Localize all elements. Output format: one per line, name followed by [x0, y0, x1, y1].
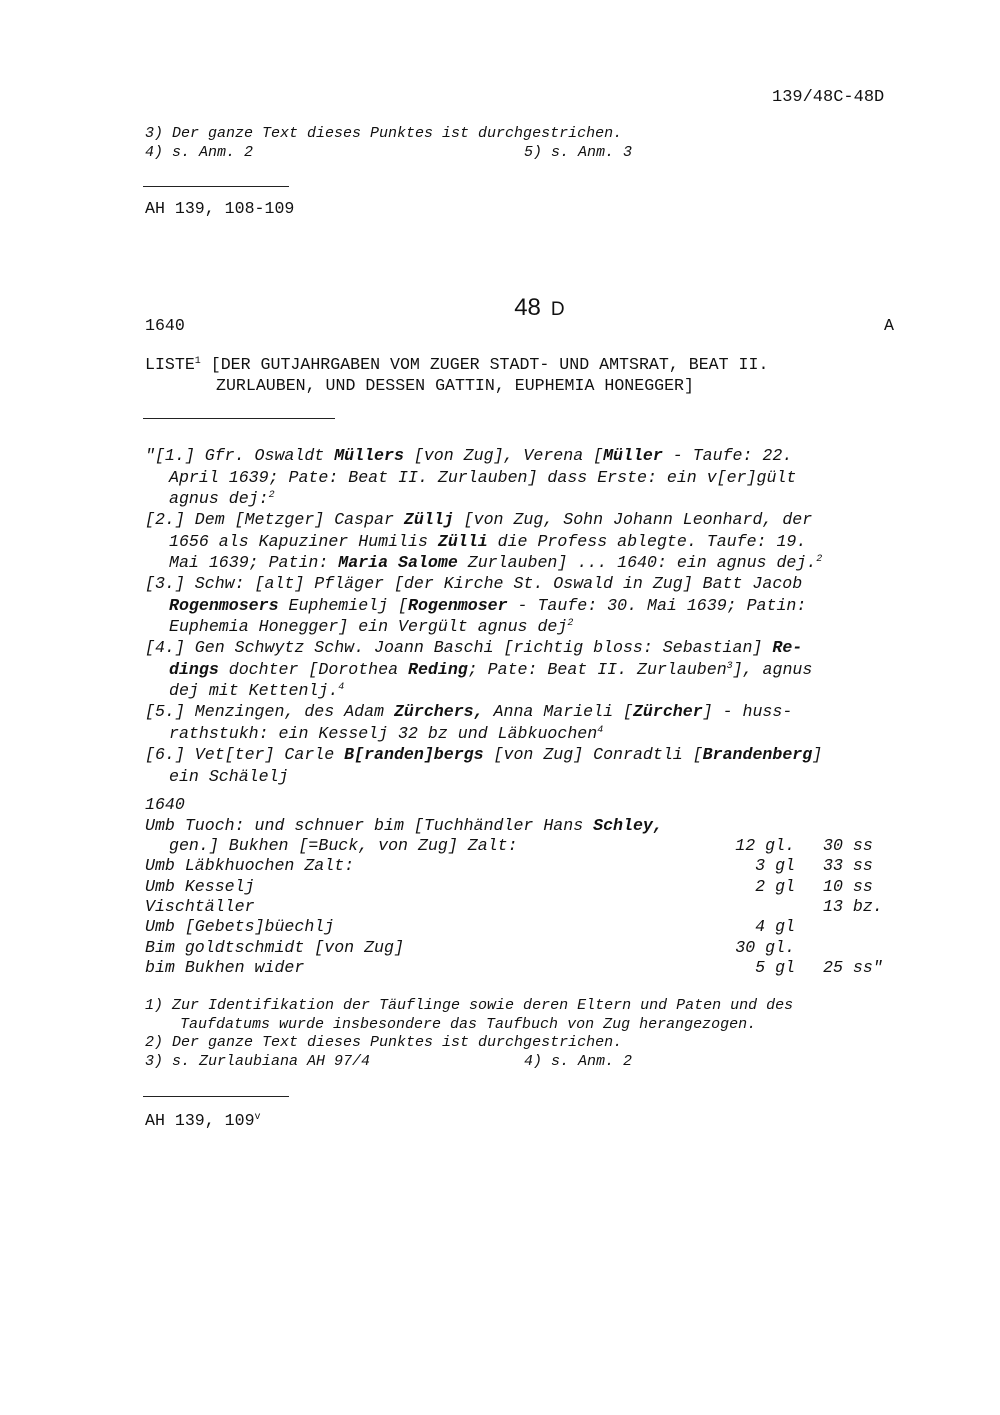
list-entry-5: [5.] Menzingen, des Adam Zürchers, Anna Marieli [Zürcher] - huss- rathstukh: ein Kesselj 32 bz und Läbkuochen$^4$	[145, 702, 793, 743]
name-zuerchers: Zürchers,	[393, 702, 484, 721]
name-zuelli: Zülli	[437, 531, 488, 551]
name-brandenbergs: B[randen]bergs	[344, 745, 484, 764]
prev-footnote-5: 5) s. Anm. 3	[524, 144, 633, 161]
account-item-label: Umb [Gebets]büechlj	[145, 917, 335, 937]
name-zuellj: Züllj	[403, 510, 454, 529]
document-year: 1640	[145, 316, 185, 335]
footnote-2: 2) Der ganze Text dieses Punktes ist durchgestrichen.	[145, 1034, 623, 1051]
document-number	[495, 276, 565, 322]
name-mueller: Müller	[603, 446, 663, 465]
list-entry-2: [2.] Dem [Metzger] Caspar Züllj [von Zug, Sohn Johann Leonhard, der 1656 als Kapuziner Humilis Zülli die Profess ablegte. Taufe: 19. Mai 1639; Patin: Maria Salome Zurlauben] ... 1640: ein agnus dej.$^2$	[145, 510, 823, 572]
document-title-line-1	[145, 355, 768, 374]
footnote-3: 3) s. Zurlaubiana AH 97/4	[145, 1053, 371, 1070]
document-number-digits: 48	[514, 294, 541, 321]
account-item-label: bim Bukhen wider	[145, 957, 305, 977]
title-word: LISTE	[145, 355, 195, 374]
account-item-label: Umb Kesselj	[145, 876, 255, 896]
name-zuercher: Zürcher	[632, 702, 703, 721]
footnote-mark: 2	[567, 618, 574, 629]
account-item-label: gen.] Bukhen [=Buck, von Zug] Zalt:	[169, 836, 518, 855]
account-amount-schilling: 33 ss	[823, 856, 873, 876]
next-source-reference: AH 139, 109$^v$	[145, 1111, 261, 1130]
document-title-line-2: ZURLAUBEN, UND DESSEN GATTIN, EUPHEMIA HONEGGER]	[216, 376, 694, 395]
footnote-mark: 3	[726, 660, 733, 672]
title-footnote-mark: 1	[194, 356, 201, 367]
title-rule	[143, 418, 335, 419]
footnote-4: 4) s. Anm. 2	[524, 1053, 633, 1070]
divider-rule	[143, 1096, 289, 1097]
name-schley: Schley,	[593, 816, 663, 835]
divider-rule	[143, 186, 289, 187]
list-entry-6: [6.] Vet[ter] Carle B[randen]bergs [von Zug] Conradtli [Brandenberg] ein Schälelj	[145, 745, 823, 786]
name-rogenmoser: Rogenmoser	[408, 595, 508, 615]
document-number-letter: D	[550, 299, 565, 320]
title-text-1: [DER GUTJAHRGABEN VOM ZUGER STADT- UND AMTSRAT, BEAT II.	[200, 355, 769, 374]
name-reding: Reding	[408, 659, 468, 679]
name-muellers: Müllers	[334, 446, 404, 465]
account-amount-gulden: 30 gl.	[735, 937, 795, 957]
account-amount-gulden: 3 gl	[755, 856, 795, 876]
account-row-header: Umb Tuoch: und schnuer bim [Tuchhändler Hans Schley,	[145, 816, 663, 835]
account-amount-gulden: 12 gl.	[735, 836, 795, 855]
account-item-label: Umb Läbkhuochen Zalt:	[145, 856, 355, 876]
footnote-1: 1) Zur Identifikation der Täuflinge sowie deren Eltern und Paten und des	[145, 997, 794, 1014]
prev-source-reference: AH 139, 108-109	[145, 199, 295, 218]
name-re: Re-	[772, 638, 803, 657]
name-dings: dings	[169, 659, 219, 679]
footnote-mark: 4	[597, 724, 604, 736]
account-year: 1640	[145, 795, 185, 814]
account-amount-gulden: 2 gl	[755, 876, 795, 896]
account-amount-schilling: 30 ss	[823, 836, 873, 855]
prev-footnote-3: 3) Der ganze Text dieses Punktes ist durchgestrichen.	[145, 125, 623, 142]
verso-mark: v	[254, 1112, 261, 1123]
account-amount-schilling: 13 bz.	[823, 896, 883, 916]
name-maria-salome: Maria Salome	[338, 553, 458, 572]
name-brandenberg: Brandenberg	[702, 745, 813, 764]
account-amount-gulden: 5 gl	[755, 957, 795, 977]
account-item-label: Vischtäller	[145, 896, 255, 916]
footnote-mark: 4	[338, 682, 345, 693]
footnote-mark: 2	[268, 490, 275, 501]
page-reference: 139/48C-48D	[772, 88, 885, 107]
account-item-label: Bim goldtschmidt [von Zug]	[145, 937, 404, 957]
list-entry-1: "[1.] Gfr. Oswaldt Müllers [von Zug], Verena [Müller - Taufe: 22. April 1639; Pate: Beat II. Zurlauben] dass Erste: ein v[er]gült agnus dej:$^2$	[145, 446, 797, 508]
footnote-1-cont: Taufdatums wurde insbesondere das Taufbuch von Zug herangezogen.	[180, 1016, 757, 1033]
list-entry-4: [4.] Gen Schwytz Schw. Joann Baschi [richtig bloss: Sebastian] Re- dings dochter [Dorothea Reding; Pate: Beat II. Zurlauben$^3$], agnus dej mit Kettenlj.$^4$	[145, 638, 813, 700]
document-class-letter: A	[884, 316, 894, 335]
account-amount-gulden: 4 gl	[755, 917, 795, 937]
list-entry-3: [3.] Schw: [alt] Pfläger [der Kirche St. Oswald in Zug] Batt Jacob Rogenmosers Euphemielj [Rogenmoser - Taufe: 30. Mai 1639; Patin: Euphemia Honegger] ein Vergült agnus dej$^2$	[145, 574, 807, 636]
prev-footnote-4: 4) s. Anm. 2	[145, 144, 254, 161]
footnote-mark: 2	[816, 554, 823, 565]
name-rogenmosers: Rogenmosers	[169, 595, 279, 615]
account-amount-schilling: 10 ss	[823, 876, 873, 896]
account-amount-schilling: 25 ss"	[823, 957, 883, 977]
